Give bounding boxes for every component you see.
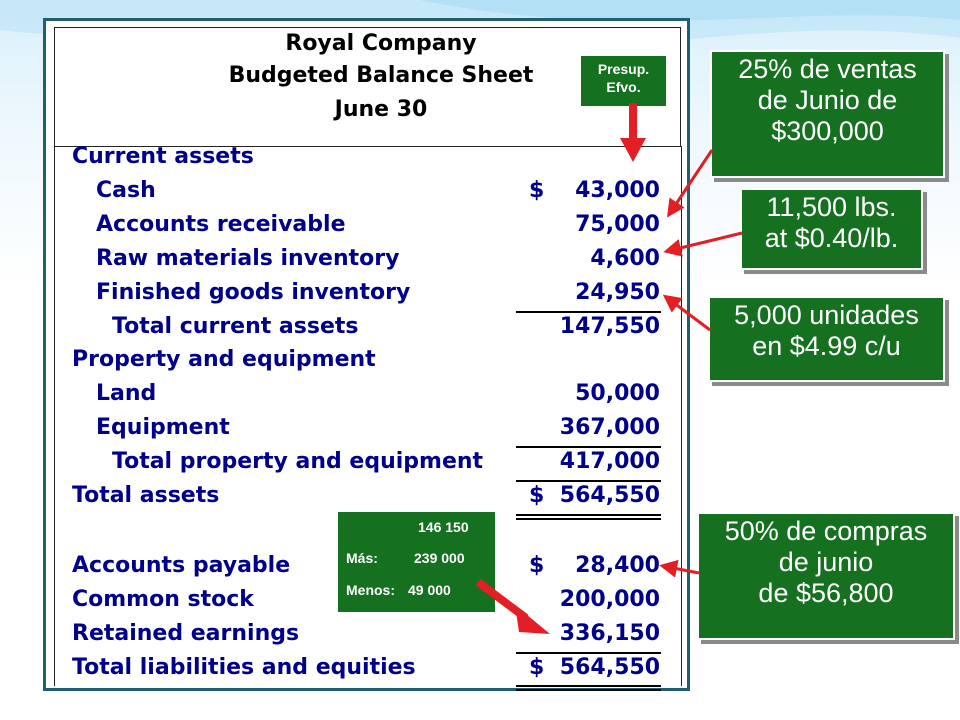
callout-line: de junio [778, 547, 874, 577]
statement-title: Budgeted Balance Sheet [228, 63, 534, 88]
callout-line: 11,500 lbs. [766, 192, 897, 222]
row-total-property [46, 449, 693, 479]
amount: 564,550 [559, 483, 660, 508]
calc-mas-value: 239 000 [414, 550, 465, 566]
calc-mas-label: Más: [346, 550, 378, 566]
amount: 417,000 [559, 449, 660, 474]
label: Common stock [72, 587, 254, 612]
label: Accounts payable [72, 553, 291, 578]
row-equipment [46, 415, 693, 445]
amount: 200,000 [559, 587, 660, 612]
amount: 43,000 [575, 178, 660, 203]
amount: 28,400 [575, 553, 660, 578]
label: Total current assets [112, 314, 359, 339]
callout-line: 50% de compras [724, 516, 928, 546]
double-rule-top [516, 514, 661, 516]
statement-date: June 30 [334, 97, 428, 122]
callout-sales [710, 50, 945, 178]
row-finished-goods [46, 280, 693, 310]
label: Total assets [72, 483, 220, 508]
callout-lbs [740, 188, 923, 270]
label: Property and equipment [72, 347, 376, 372]
callout-line: 5,000 unidades [734, 300, 919, 330]
amount: 4,600 [590, 246, 660, 271]
subtotal-rule [516, 446, 661, 448]
amount: 564,550 [559, 655, 660, 680]
label: Current assets [72, 144, 254, 169]
row-total-liabilities [46, 655, 693, 685]
double-rule-top [516, 685, 661, 687]
efvo-label: Efvo. [606, 79, 641, 95]
calc-start-value: 146 150 [418, 519, 469, 535]
dollar-sign: $ [529, 655, 545, 680]
presup-efvo-badge [581, 56, 666, 106]
callout-line: at $0.40/lb. [764, 223, 899, 253]
callout-line: de Junio de [757, 85, 898, 115]
amount: 147,550 [559, 314, 660, 339]
total-rule [516, 652, 661, 654]
presup-label: Presup. [597, 61, 650, 77]
callout-line: 25% de ventas [738, 54, 917, 84]
calc-menos-value: 49 000 [408, 582, 451, 598]
row-cash [46, 178, 693, 208]
label: Equipment [96, 415, 230, 440]
row-accounts-receivable [46, 212, 693, 242]
label: Cash [96, 178, 156, 203]
callout-line: de $56,800 [758, 578, 894, 608]
callout-purchases [697, 512, 955, 640]
row-retained-earnings [46, 621, 693, 651]
row-current-assets [46, 144, 693, 174]
double-rule-bottom [516, 518, 661, 520]
callout-line: en $4.99 c/u [752, 331, 901, 361]
callout-units [708, 296, 945, 382]
row-total-assets [46, 483, 693, 513]
row-property-equipment [46, 347, 693, 377]
label: Retained earnings [72, 621, 300, 646]
row-land [46, 381, 693, 411]
amount: 336,150 [559, 621, 660, 646]
total-rule [516, 480, 661, 482]
amount: 367,000 [559, 415, 660, 440]
label: Land [96, 381, 157, 406]
label: Accounts receivable [96, 212, 346, 237]
amount: 75,000 [575, 212, 660, 237]
subtotal-rule [516, 311, 661, 313]
row-accounts-payable [46, 553, 693, 583]
label: Finished goods inventory [96, 280, 411, 305]
label: Total property and equipment [112, 449, 484, 474]
row-common-stock [46, 587, 693, 617]
row-total-current-assets [46, 314, 693, 344]
amount: 50,000 [575, 381, 660, 406]
balance-sheet-panel [43, 18, 690, 691]
dollar-sign: $ [529, 553, 545, 578]
dollar-sign: $ [529, 178, 545, 203]
double-rule-bottom [516, 689, 661, 691]
label: Total liabilities and equities [72, 655, 416, 680]
dollar-sign: $ [529, 483, 545, 508]
calc-menos-label: Menos: [346, 582, 395, 598]
callout-line: $300,000 [771, 116, 884, 146]
label: Raw materials inventory [96, 246, 400, 271]
amount: 24,950 [575, 280, 660, 305]
row-raw-materials [46, 246, 693, 276]
company-title: Royal Company [285, 31, 477, 56]
